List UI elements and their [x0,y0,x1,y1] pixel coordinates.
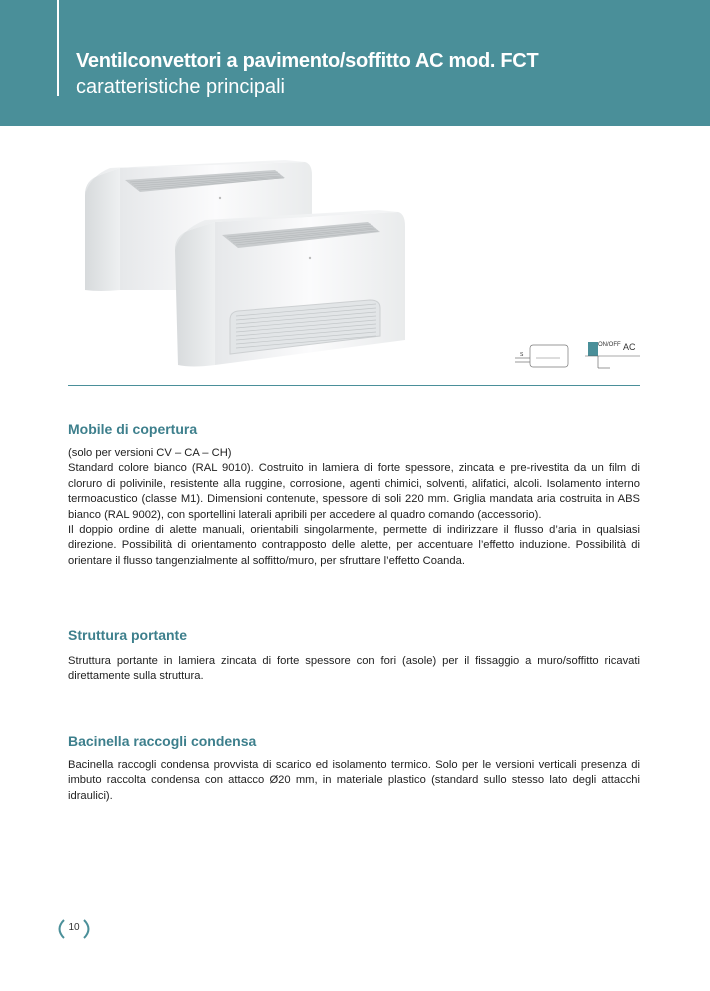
section-body-struttura [68,654,640,685]
page-number: 10 [68,922,80,933]
page-subtitle: caratteristiche principali [76,76,285,98]
paragraph: Struttura portante in lamiera zincata di forte spessore con fori (asole) per il fissaggio a muro/soffitto ricavati direttamente sulla struttura. [68,655,640,683]
section-body-mobile [68,446,640,569]
section-body-bacinella [68,758,640,804]
header-banner [0,0,710,126]
configuration-symbols [510,338,640,378]
ac-label: AC [623,342,636,352]
section-divider [68,385,640,386]
section-title-bacinella: Bacinella raccogli condensa [68,733,257,749]
section-title-struttura: Struttura portante [68,627,187,643]
paragraph: Standard colore bianco (RAL 9010). Costruito in lamiera di forte spessore, zincata e pre-rivestita da un film di cloruro di polivinile, resistente alla ruggine, corrosione, agenti chimici, solventi, alifatici, alcoli. Isolamento interno termoacustico (classe M1). Dimensioni contenute, spessore di soli 220 mm. Griglia mandata aria costruita in ABS bianco (RAL 9002), con sportellini laterali apribili per accedere al quadro comando (accessorio). [68,462,640,521]
paragraph: Bacinella raccogli condensa provvista di scarico ed isolamento termico. Solo per le versioni verticali presenza di imbuto raccolta condensa con attacco Ø20 mm, in materiale plastico (standard sullo stesso lato degli attacchi idraulici). [68,759,640,802]
small-label: S [520,352,524,358]
product-image [80,140,420,380]
section-title-mobile: Mobile di copertura [68,421,198,437]
paragraph: (solo per versioni CV – CA – CH) [68,447,232,459]
page-title: Ventilconvettori a pavimento/soffitto AC mod. FCT [76,50,539,72]
onoff-label: ON/OFF [598,342,621,348]
page-number-badge [54,918,94,940]
header-rule [57,0,59,96]
paragraph: Il doppio ordine di alette manuali, orientabili singolarmente, permette di indirizzare il flusso d’aria in qualsiasi direzione. Possibilità di orientamento contrapposto delle alette, per accentuare l’effetto induzione. Possibilità di orientare il flusso tangenzialmente al soffitto/muro, per sfruttare l’effetto Coanda. [68,524,640,567]
fan-coil-unit-front [175,210,405,367]
